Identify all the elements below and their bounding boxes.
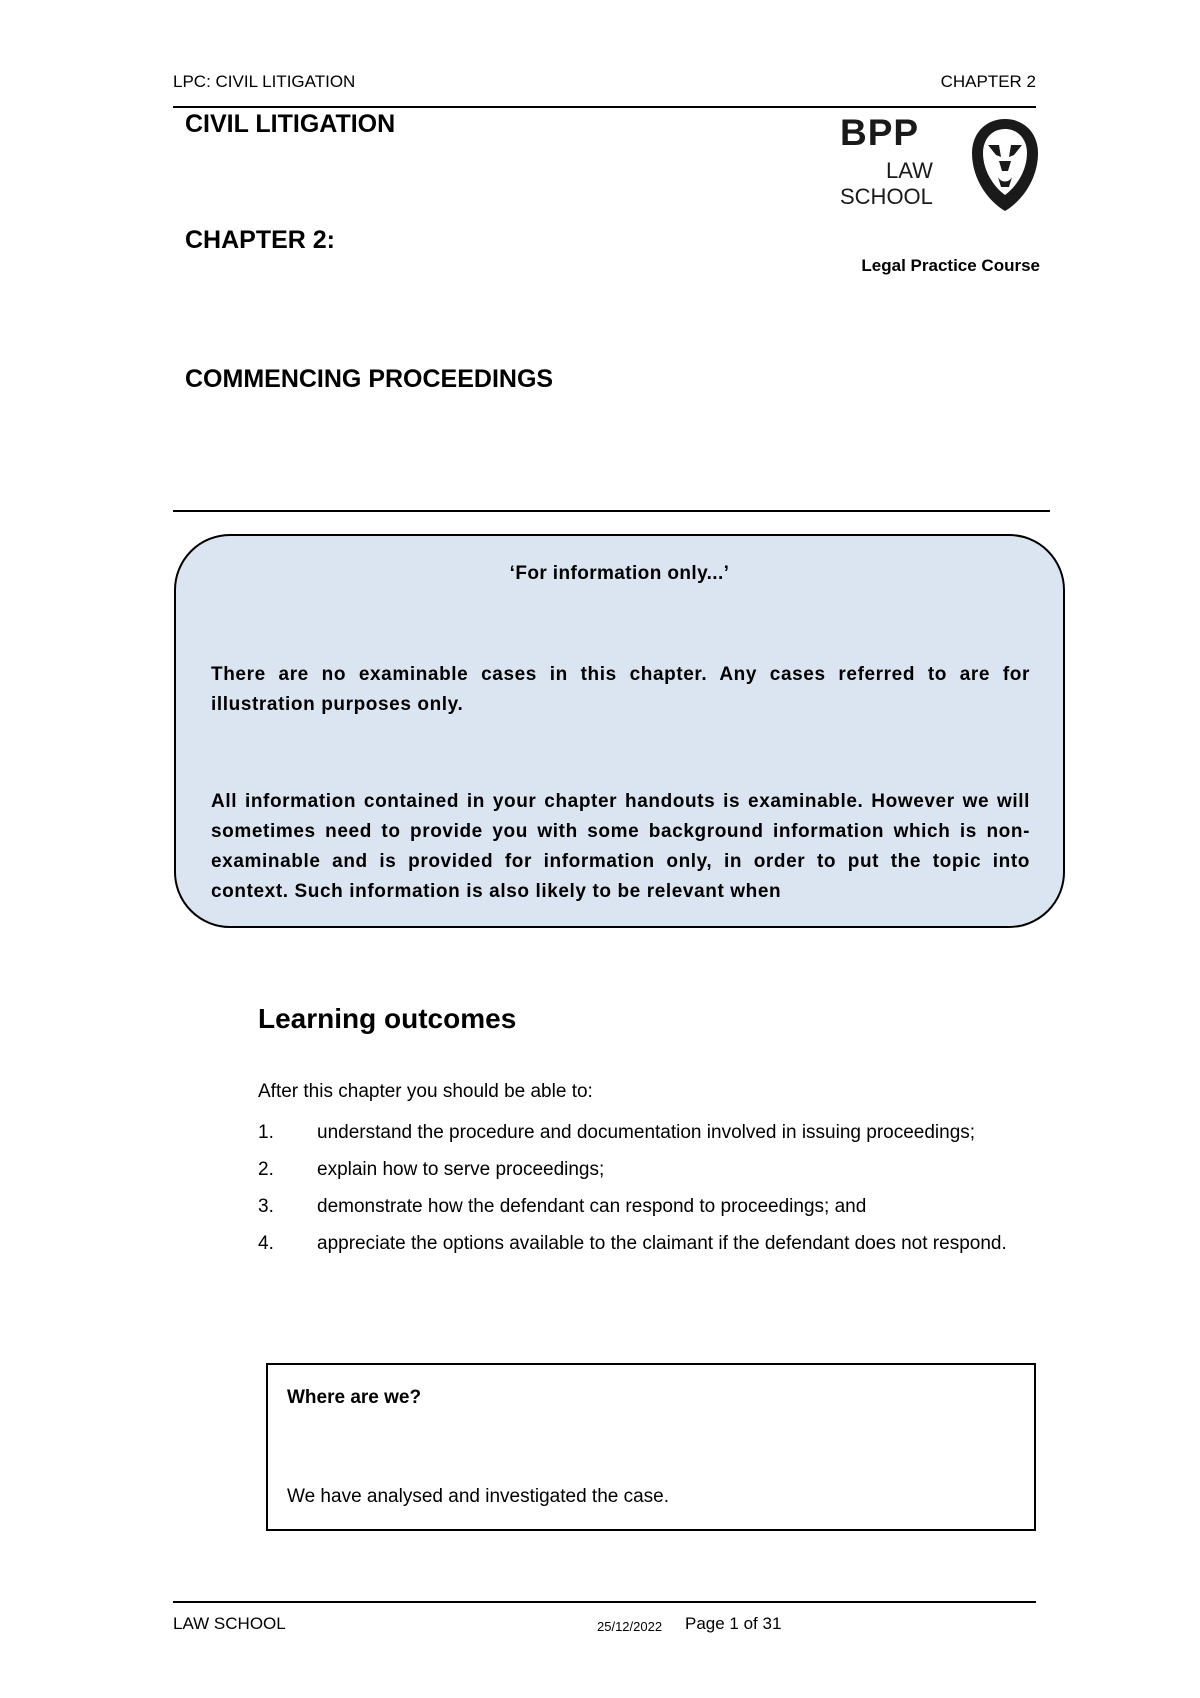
logo-law-text: LAW — [886, 158, 933, 183]
footer-date: 25/12/2022 — [597, 1619, 663, 1634]
where-are-we-text: We have analysed and investigated the case. — [287, 1486, 670, 1507]
list-item-number: 2. — [258, 1159, 274, 1180]
list-item — [258, 1155, 1036, 1184]
list-item-number: 1. — [258, 1122, 274, 1143]
chapter-subject: COMMENCING PROCEEDINGS — [185, 365, 554, 393]
info-box-paragraph-2: All information contained in your chapter handouts is examinable. However we will sometimes need to provide you with some background information which is non-examinable and is provided for information only, in order to put the topic into context. Such information is also likely to be relevant when — [211, 791, 1030, 902]
list-item-number: 3. — [258, 1196, 274, 1217]
info-box-heading: ‘For information only...’ — [509, 563, 730, 584]
where-are-we-heading: Where are we? — [287, 1387, 422, 1408]
list-item — [258, 1118, 1036, 1147]
header-rule — [173, 106, 1036, 108]
list-item-text: understand the procedure and documentation involved in issuing proceedings; — [317, 1122, 976, 1143]
lion-head-icon — [968, 117, 1042, 213]
logo-bpp-text: BPP — [840, 112, 920, 153]
list-item — [258, 1192, 1036, 1221]
footer-left: LAW SCHOOL — [173, 1614, 286, 1633]
info-box-paragraph-1: There are no examinable cases in this chapter. Any cases referred to are for illustration purposes only. — [211, 664, 1030, 715]
list-item-text: appreciate the options available to the claimant if the defendant does not respond. — [317, 1233, 1007, 1254]
list-item-number: 4. — [258, 1233, 274, 1254]
document-title: CIVIL LITIGATION — [185, 110, 396, 138]
page-number: Page 1 of 31 — [685, 1614, 782, 1633]
logo-school-text: SCHOOL — [840, 184, 933, 209]
chapter-number: CHAPTER 2: — [185, 226, 336, 254]
learning-outcomes-list — [258, 1118, 1036, 1266]
learning-outcomes-title: Learning outcomes — [258, 1003, 517, 1034]
course-name: Legal Practice Course — [861, 256, 1040, 275]
for-information-only-box — [174, 534, 1065, 928]
list-item-text: demonstrate how the defendant can respond to proceedings; and — [317, 1196, 867, 1217]
learning-outcomes-intro: After this chapter you should be able to: — [258, 1081, 593, 1102]
where-are-we-box — [266, 1363, 1036, 1531]
footer-rule — [173, 1601, 1036, 1603]
list-item-text: explain how to serve proceedings; — [317, 1159, 605, 1180]
list-item — [258, 1229, 1036, 1258]
bpp-law-school-logo — [840, 112, 1040, 222]
section-divider — [173, 510, 1050, 512]
running-header-left: LPC: CIVIL LITIGATION — [173, 72, 356, 91]
running-header-right: CHAPTER 2 — [940, 72, 1036, 91]
